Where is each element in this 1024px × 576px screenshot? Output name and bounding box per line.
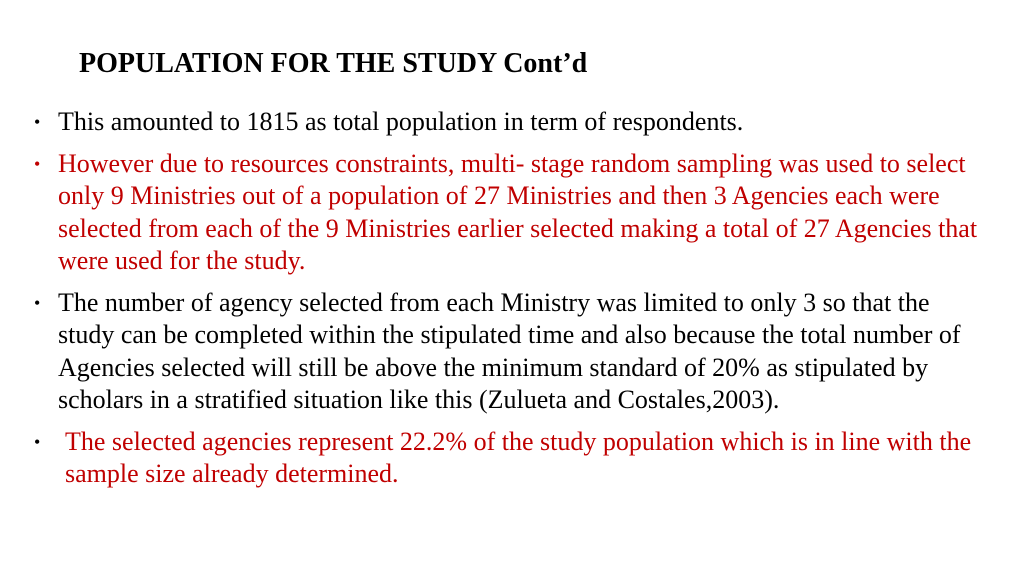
- bullet-dot-icon: •: [34, 153, 41, 174]
- bullet-item: [28, 106, 978, 139]
- bullet-dot-icon: •: [34, 112, 41, 132]
- bullet-text: The selected agencies represent 22.2% of the study population which is in line with the sample size already determined.: [65, 426, 972, 488]
- bullet-text: However due to resources constraints, multi- stage random sampling was used to select only 9 Ministries out of a population of 27 Ministries and then 3 Agencies each were selected from each of the 9 Ministries earlier selected making a total of 27 Agencies that were used for the study.: [58, 148, 978, 275]
- bullet-item: [28, 148, 978, 278]
- slide-title: POPULATION FOR THE STUDY Cont’d: [79, 48, 588, 79]
- bullet-dot-icon: •: [34, 292, 41, 313]
- bullet-item: [28, 426, 978, 491]
- bullet-dot-icon: •: [34, 431, 41, 452]
- bullet-list: [28, 106, 978, 500]
- bullet-text: The number of agency selected from each Ministry was limited to only 3 so that the study can be completed within the stipulated time and also because the total number of Agencies selected will still be above the minimum standard of 20% as stipulated by scholars in a stratified situation like this (Zulueta and Costales,2003).: [58, 287, 961, 414]
- bullet-item: [28, 287, 978, 417]
- bullet-text: This amounted to 1815 as total population in term of respondents.: [58, 107, 744, 136]
